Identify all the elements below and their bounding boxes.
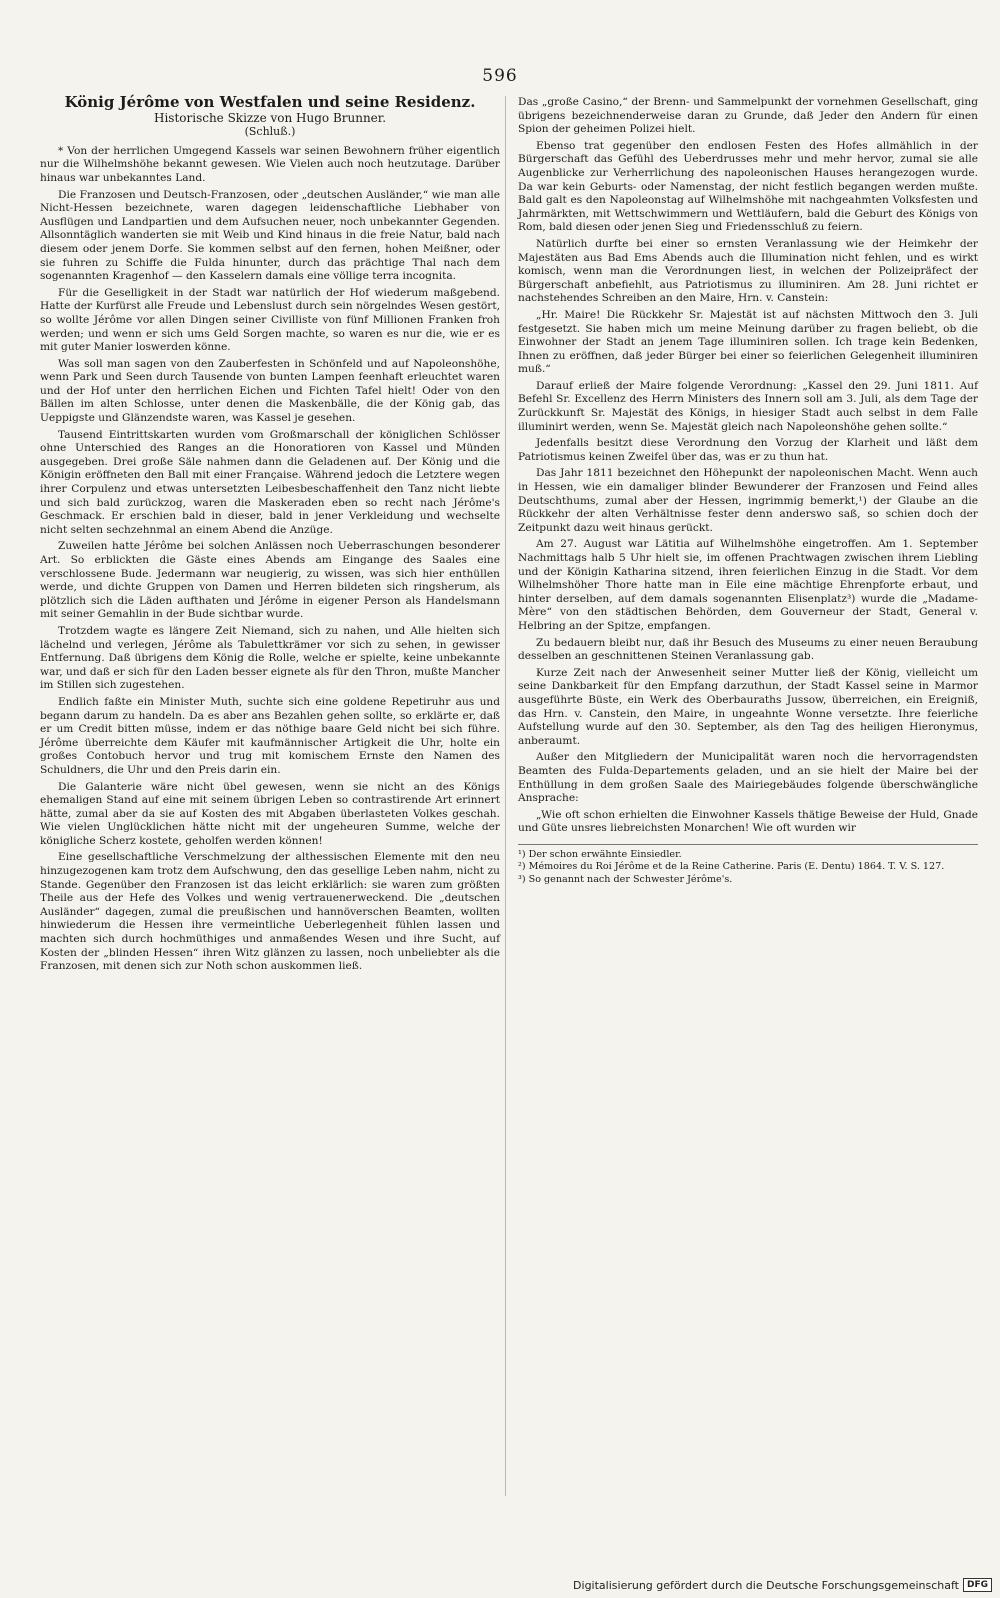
paragraph: Kurze Zeit nach der Anwesenheit seiner Mutter ließ der König, vielleicht um seine Dankbarkeit für den Empfang darzuthun, der Stadt Kassel seine in Marmor ausgeführte Büste, ein Werk des Oberbauraths Jussow, überreichen, ein Ereigniß, das Hrn. v. Canstein, den Maire, in ungeahnte Wonne versetzte. Ihre feierliche Aufstellung wurde auf den 30. September, als den Tag des heiligen Hieronymus, anberaumt. — [518, 666, 978, 747]
digitization-credit — [573, 1578, 992, 1592]
footnote: ²) Mémoires du Roi Jérôme et de la Reine Catherine. Paris (E. Dentu) 1864. T. V. S. 127. — [518, 861, 945, 873]
paragraph: Jedenfalls besitzt diese Verordnung den Vorzug der Klarheit und läßt dem Patriotismus keinen Zweifel über das, was er zu thun hat. — [518, 437, 978, 463]
credit-text: Digitalisierung gefördert durch die Deutsche Forschungsgemeinschaft — [573, 1578, 959, 1592]
paragraph: Eine gesellschaftliche Verschmelzung der althessischen Elemente mit den neu hinzugezogenen kam trotz dem Aufschwung, den das gesellige Leben nahm, nicht zu Stande. Gegenüber den Franzosen ist das leicht erklärlich: sie waren zum größten Theile aus der Hefe des Volkes und wenig vertrauenerweckend. Die „deutschen Ausländer“ dagegen, zumal die preußischen und hannöverschen Beamten, wollten hinwiederum die Hessen ihre vermeintliche Ueberlegenheit fühlen lassen und machten sich durch hochmüthiges und anmaßendes Wesen und ihre Sucht, auf Kosten der „blinden Hessen“ ihren Witz glänzen zu lassen, noch unbeliebter als die Franzosen, mit denen sich zur Noth schon auskommen ließ. — [40, 851, 500, 973]
paragraph: Tausend Eintrittskarten wurden vom Großmarschall der königlichen Schlösser ohne Unterschied des Ranges an die Honoratioren von Kassel und Münden ausgegeben. Drei große Säle nahmen dann die Geladenen auf. Der König und die Königin eröffneten den Ball mit einer Française. Während jedoch die Letztere wegen ihrer Corpulenz und etwas untersetzten Leibesbeschaffenheit den Tanz nicht liebte und sich bald zurückzog, waren die Maskeraden eben so recht nach Jérôme's Geschmack. Er erschien bald in dieser, bald in jener Verkleidung und wechselte nicht selten sechzehnmal an einem Abend die Anzüge. — [40, 428, 500, 536]
article-title: König Jérôme von Westfalen und seine Residenz. — [64, 93, 476, 111]
paragraph: Zuweilen hatte Jérôme bei solchen Anlässen noch Ueberraschungen besonderer Art. So erblickten die Gäste eines Abends am Eingange des Saales eine verschlossene Bude. Jedermann war neugierig, zu wissen, was sich hier enthüllen werde, und dichte Gruppen von Damen und Herren bildeten sich ringsherum, als plötzlich sich die Läden aufthaten und Jérôme in eigener Person als Handelsmann mit seiner Gemahlin in der Bude sichtbar wurde. — [40, 540, 500, 621]
paragraph: Darauf erließ der Maire folgende Verordnung: „Kassel den 29. Juni 1811. Auf Befehl Sr. Excellenz des Herrn Ministers des Innern soll am 3. Juli, als dem Tage der Zurückkunft Sr. Majestät des Königs, in hiesiger Stadt auch selbst in dem Falle illuminirt werden, wenn Se. Majestät gleich nach Napoleonshöhe gehen sollte.“ — [518, 379, 978, 433]
footnote: ¹) Der schon erwähnte Einsiedler. — [518, 848, 682, 860]
paragraph: Zu bedauern bleibt nur, daß ihr Besuch des Museums zu einer neuen Beraubung desselben an geschnittenen Steinen Veranlassung gab. — [518, 636, 978, 663]
right-column — [518, 96, 978, 886]
article-subtitle: Historische Skizze von Hugo Brunner. — [153, 110, 387, 125]
paragraph: Die Franzosen und Deutsch-Franzosen, oder „deutschen Ausländer,“ wie man alle Nicht-Hessen bezeichnete, waren dagegen leidenschaftliche Liebhaber von Ausflügen und Landpartien und dem Aufsuchen neuer, noch unbekannter Gegenden. Allsonntäglich wanderten sie mit Weib und Kind hinaus in die freie Natur, bald nach diesem oder jenem Dorfe. Sie kommen selbst auf den fernen, hohen Meißner, oder sie fuhren zu Schiffe die Fulda hinunter, durch das prächtige Thal nach dem sogenannten Kragenhof — den Kasselern damals eine völlige terra incognita. — [40, 188, 500, 283]
paragraph: Die Galanterie wäre nicht übel gewesen, wenn sie nicht an des Königs ehemaligen Stand auf eine mit seinem übrigen Leben so contrastirende Art erinnert hätte, zumal aber da sie auf Kosten des mit Abgaben überlasteten Volkes geschah. Wie vielen Unglücklichen hätte nicht mit der ungeheuren Summe, welche der königliche Scherz kostete, geholfen werden können! — [40, 780, 500, 847]
paragraph: Ebenso trat gegenüber den endlosen Festen des Hofes allmählich in der Bürgerschaft das Gefühl des Ueberdrusses mehr und mehr hervor, zumal sie alle Augenblicke zur Verherrlichung des napoleonischen Hauses herangezogen wurde. Da war kein Geburts- oder Namenstag, der nicht festlich begangen werden mußte. Bald galt es den Napoleonstag auf Wilhelmshöhe mit nachgeahmten Volksfesten und Jahrmärkten, mit Wettschwimmern und Wettläufern, bald die Geburt des Königs von Rom, bald diesen oder jenen Sieg und Friedensschluß zu feiern. — [518, 139, 978, 234]
paragraph: „Wie oft schon erhielten die Einwohner Kassels thätige Beweise der Huld, Gnade und Güte unsres liebreichsten Monarchen! Wie oft wurden wir — [518, 808, 978, 835]
footnotes — [518, 844, 978, 887]
footnote: ³) So genannt nach der Schwester Jérôme's. — [518, 873, 733, 885]
page-number: 596 — [482, 66, 518, 86]
paragraph: Endlich faßte ein Minister Muth, suchte sich eine goldene Repetiruhr aus und begann darum zu handeln. Da es aber ans Bezahlen gehen sollte, so erklärte er, daß er um Credit bitten müsse, indem er das nöthige baare Geld nicht bei sich führe. Jérôme überreichte dem Käufer mit kaufmännischer Artigkeit die Uhr, holte ein großes Contobuch hervor und trug mit komischem Ernste den Namen des Schuldners, die Uhr und den Preis darin ein. — [40, 695, 500, 776]
paragraph: Das „große Casino,“ der Brenn- und Sammelpunkt der vornehmen Gesellschaft, ging übrigens bezeichnenderweise daran zu Grunde, daß Jeder den Andern für einen Spion der geheimen Polizei hielt. — [518, 96, 978, 136]
left-column — [40, 93, 500, 977]
paragraph: Außer den Mitgliedern der Municipalität waren noch die hervorragendsten Beamten des Fulda-Departements geladen, und an sie hielt der Maire bei der Enthüllung in dem großen Saale des Mairiegebäudes folgende überschwängliche Ansprache: — [518, 751, 978, 805]
paragraph: „Hr. Maire! Die Rückkehr Sr. Majestät ist auf nächsten Mittwoch den 3. Juli festgesetzt. Sie haben mich um meine Meinung darüber zu fragen beliebt, ob die Einwohner der Stadt an jenem Tage illuminiren sollen. Ich trage kein Bedenken, Ihnen zu eröffnen, daß jeder Bürger bei einer so feierlichen Gelegenheit illuminiren muß.“ — [518, 308, 978, 376]
paragraph: Das Jahr 1811 bezeichnet den Höhepunkt der napoleonischen Macht. Wenn auch in Hessen, wie ein damaliger blinder Bewunderer der Franzosen und Feind alles Deutschthums, zumal aber der Hessen, ingrimmig bemerkt,¹) der Glaube an die Rückkehr der alten Verhältnisse fester denn anderswo saß, so schien doch der Zeitpunkt dazu weit hinaus gerückt. — [518, 467, 978, 534]
article-part-label: (Schluß.) — [244, 125, 296, 139]
paragraph: Am 27. August war Lätitia auf Wilhelmshöhe eingetroffen. Am 1. September Nachmittags halb 5 Uhr hielt sie, im offenen Prachtwagen zwischen ihrem Liebling und der Königin Katharina sitzend, ihren feierlichen Einzug in die Stadt. Vor dem Wilhelmshöher Thore hatte man in Eile eine mächtige Ehrenpforte erbaut, und hinter derselben, auf dem damals sogenannten Elisenplatz³) wurde die „Madame-Mère“ von den städtischen Behörden, dem Gouverneur der Stadt, General v. Helbring an der Spitze, empfangen. — [518, 538, 978, 632]
dfg-logo: DFG — [963, 1578, 992, 1592]
paragraph: Für die Geselligkeit in der Stadt war natürlich der Hof wiederum maßgebend. Hatte der Kurfürst alle Freude und Lebenslust durch sein nörgelndes Wesen gestört, so wollte Jérôme vor allen Dingen seiner Civilliste von fünf Millionen Franken froh werden; und wenn er sich ums Geld Sorgen machte, so waren es nur die, wie er es mit guter Manier loswerden könne. — [40, 286, 500, 354]
paragraph: * Von der herrlichen Umgegend Kassels war seinen Bewohnern früher eigentlich nur die Wilhelmshöhe bekannt gewesen. Wie Vielen auch noch heutzutage. Darüber hinaus war unbekanntes Land. — [40, 144, 500, 184]
paragraph: Trotzdem wagte es längere Zeit Niemand, sich zu nahen, und Alle hielten sich lächelnd und verlegen, Jérôme als Tabulettkrämer vor sich zu sehen, in gewisser Entfernung. Daß übrigens dem König die Rolle, welche er spielte, keine unbekannte war, und daß er sich für den Laden besser eignete als für den Thron, mußte Mancher im Stillen sich zugestehen. — [40, 624, 500, 692]
paragraph: Natürlich durfte bei einer so ernsten Veranlassung wie der Heimkehr der Majestäten aus Bad Ems Abends auch die Illumination nicht fehlen, und es wirkt komisch, wenn man die Verordnungen liest, in welchen der Polizeipräfect der Bürgerschaft anbefiehlt, aus Patriotismus zu illuminiren. Am 28. Juni richtet er nachstehendes Schreiben an den Maire, Hrn. v. Canstein: — [518, 237, 978, 305]
column-divider — [505, 96, 506, 1496]
paragraph: Was soll man sagen von den Zauberfesten in Schönfeld und auf Napoleonshöhe, wenn Park und Seen durch Tausende von bunten Lampen feenhaft erleuchtet waren und der Hof unter den herrlichen Eichen und Fichten Tafel hielt! Oder von den Bällen im alten Schlosse, unter denen die Maskenbälle, die der König gab, das Ueppigste und Glänzendste waren, was Kassel je gesehen. — [40, 357, 500, 425]
